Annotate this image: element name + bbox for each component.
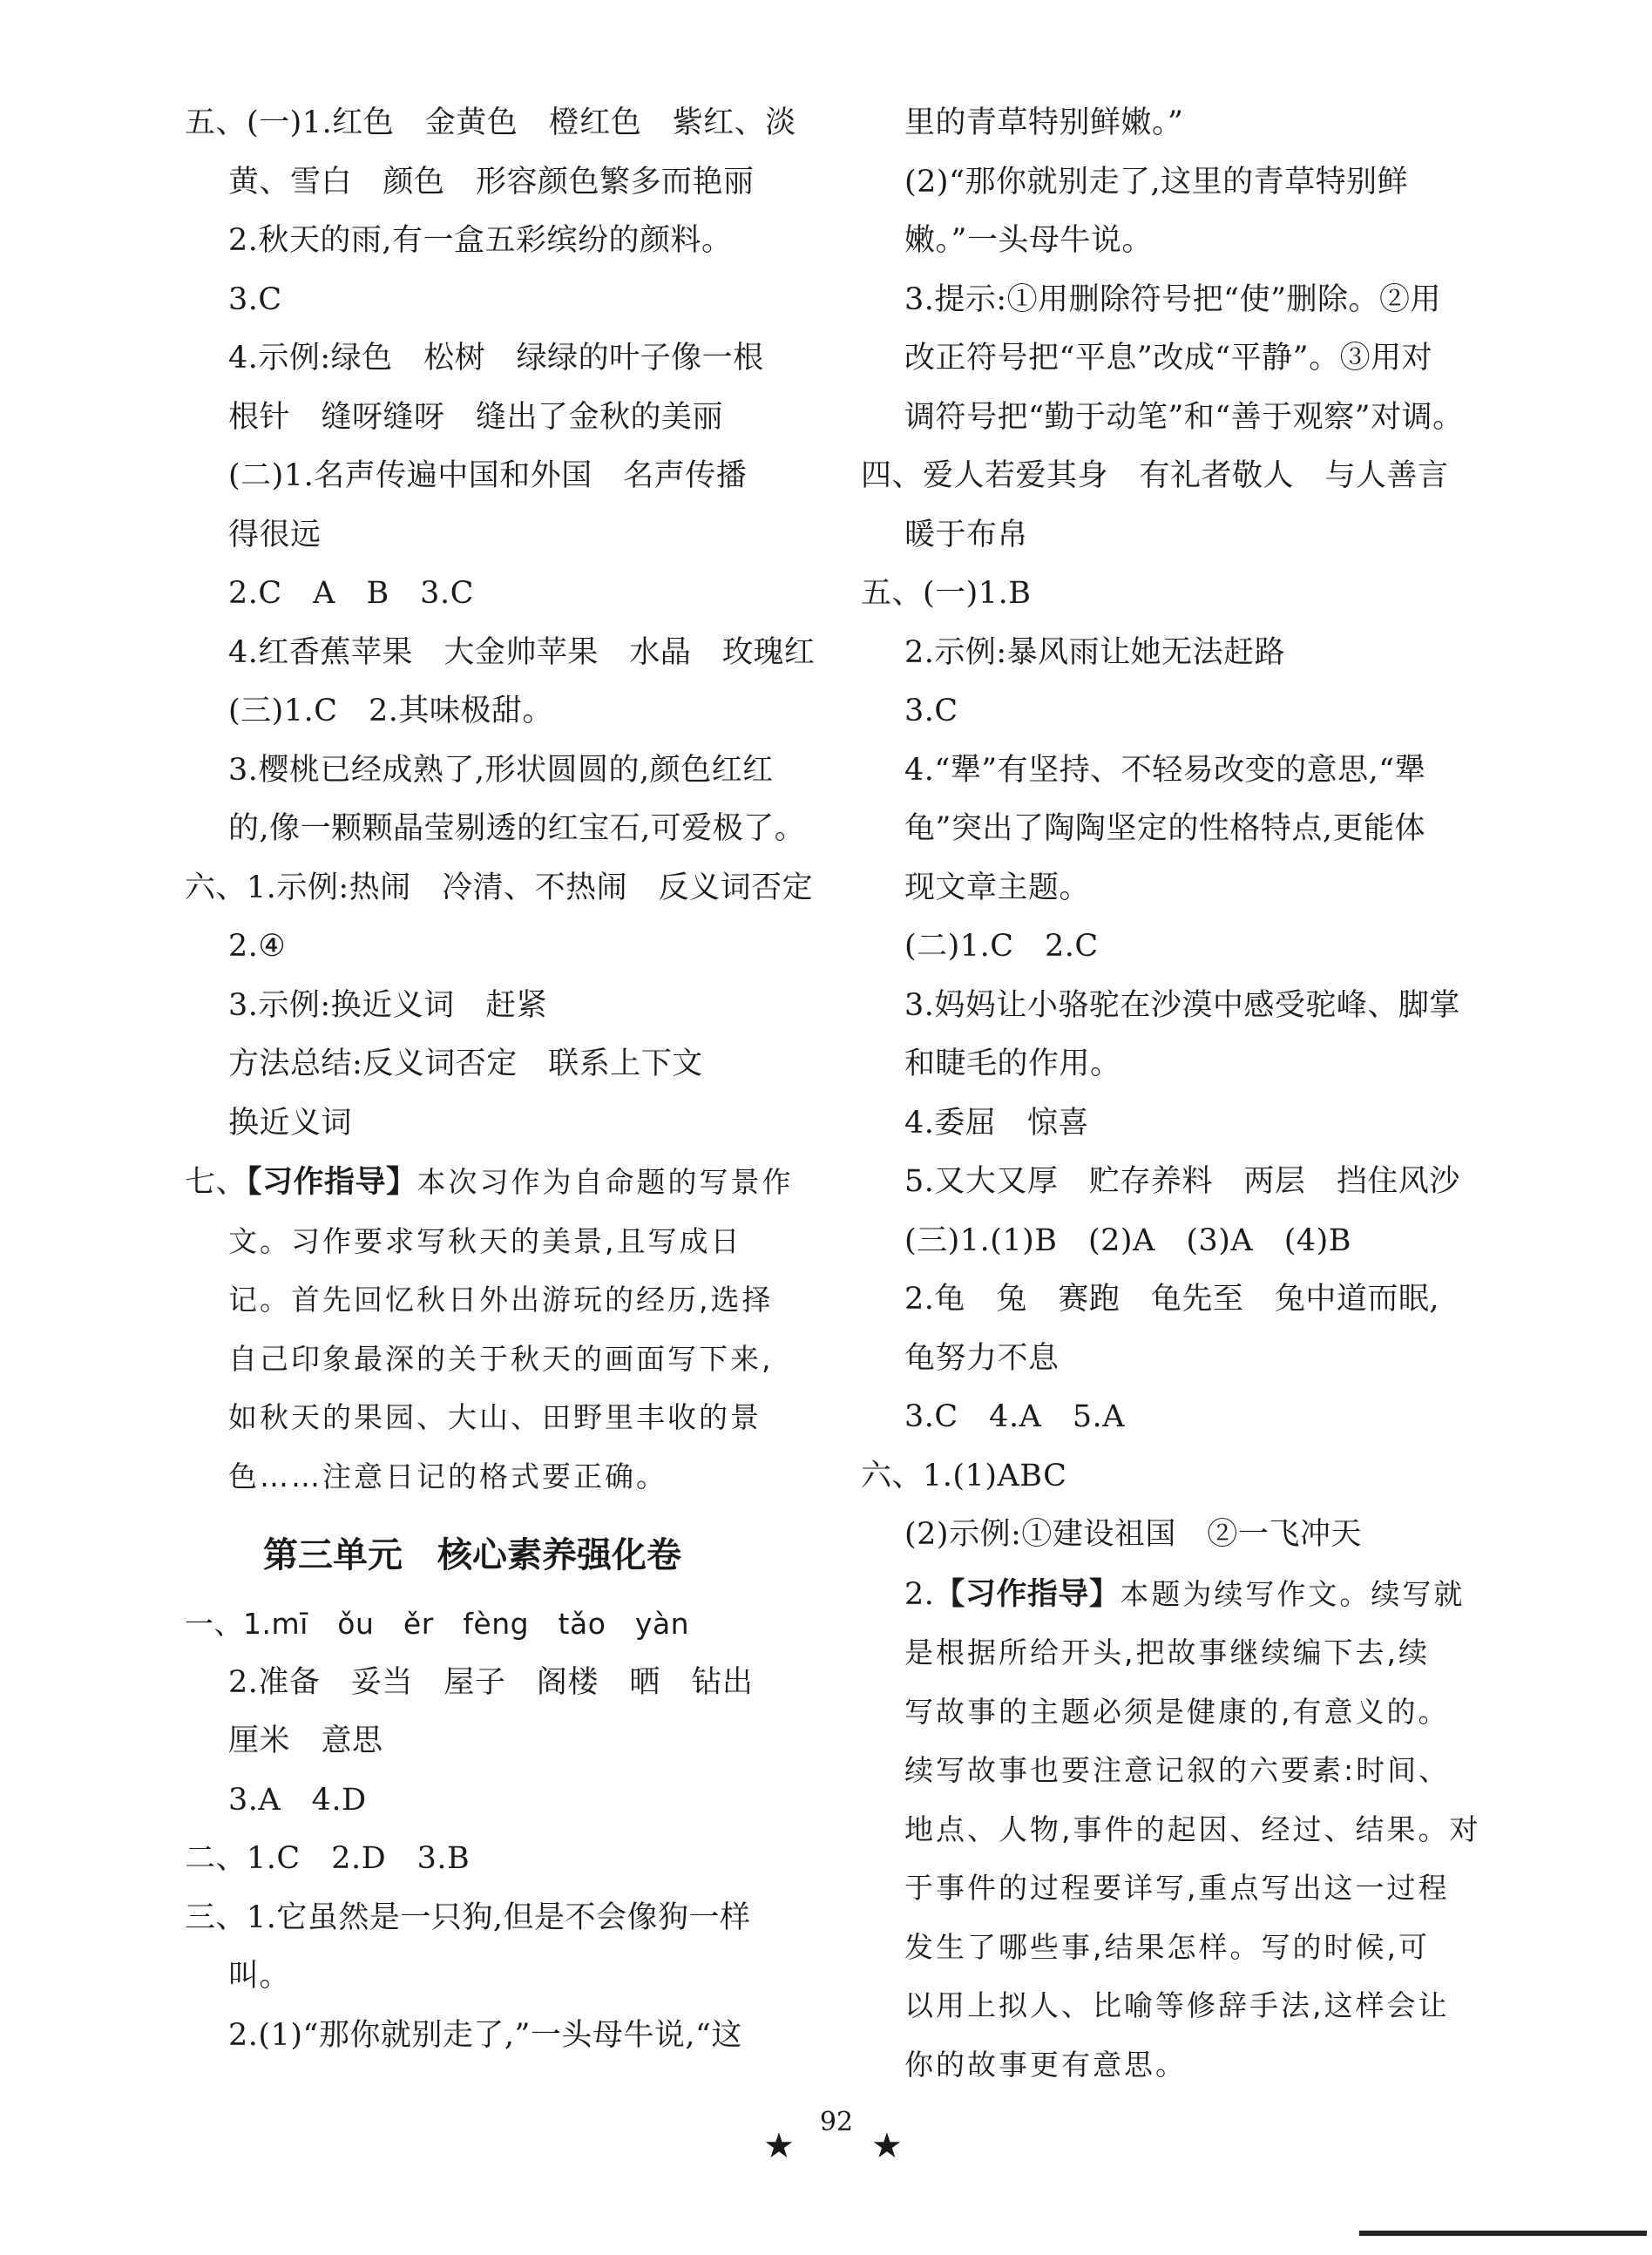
answer-line: 5.又大又厚 贮存养料 两层 挡住风沙 — [904, 1164, 1460, 1199]
answer-line: 2.秋天的雨,有一盒五彩缤纷的颜料。 — [228, 223, 733, 258]
answer-line: (三)1.(1)B (2)A (3)A (4)B — [904, 1222, 1352, 1258]
star-left-icon: ★ — [763, 2126, 795, 2166]
answer-line: 和睫毛的作用。 — [904, 1046, 1121, 1081]
answer-line: 龟努力不息 — [904, 1340, 1060, 1376]
answer-line: 里的青草特别鲜嫩。” — [904, 105, 1184, 140]
answer-line: 2.龟 兔 赛跑 龟先至 兔中道而眠, — [904, 1282, 1440, 1317]
answer-line: 4.委屈 惊喜 — [904, 1105, 1089, 1141]
answer-line: 得很远 — [228, 517, 322, 552]
unit-title: 第三单元 核心素养强化卷 — [263, 1535, 681, 1575]
answer-line: 改正符号把“平息”改成“平静”。③用对 — [904, 341, 1433, 376]
answer-line: 3.C — [904, 694, 958, 728]
writing-guide-text: 如秋天的果园、大山、田野里丰收的景 — [228, 1400, 762, 1434]
writing-guide-text: 是根据所给开头,把故事继续编下去,续 — [904, 1635, 1430, 1669]
answer-line: 根针 缝呀缝呀 缝出了金秋的美丽 — [228, 399, 724, 435]
answer-line: 五、(一)1.B — [861, 576, 1032, 611]
answer-line: (2)示例:①建设祖国 ②一飞冲天 — [904, 1517, 1362, 1552]
answer-line — [861, 1565, 1523, 1624]
answer-line: 3.妈妈让小骆驼在沙漠中感受驼峰、脚掌 — [904, 987, 1460, 1023]
answer-line: 厘米 意思 — [228, 1723, 383, 1758]
writing-guide-text: 续写故事也要注意记叙的六要素:时间、 — [904, 1753, 1451, 1787]
answer-line: (二)1.名声传遍中国和外国 名声传播 — [228, 458, 748, 493]
writing-guide-text: 地点、人物,事件的起因、经过、结果。对 — [904, 1811, 1481, 1846]
answer-line: 三、1.它虽然是一只狗,但是不会像狗一样 — [185, 1899, 751, 1935]
left-column — [185, 94, 838, 2065]
answer-line: 嫩。”一头母牛说。 — [904, 223, 1153, 258]
answer-line: 的,像一颗颗晶莹剔透的红宝石,可爱极了。 — [228, 811, 806, 846]
answer-line — [185, 1595, 838, 1654]
answer-line: 六、1.(1)ABC — [861, 1458, 1067, 1493]
page-number: 92 — [819, 2107, 854, 2137]
answer-line: (二)1.C 2.C — [904, 929, 1099, 964]
writing-guide-text: 发生了哪些事,结果怎样。写的时候,可 — [904, 1929, 1430, 1964]
answer-line: 3.C 4.A 5.A — [904, 1399, 1126, 1434]
answer-line: 3.提示:①用删除符号把“使”删除。②用 — [904, 281, 1441, 317]
answer-line: 2.④ — [228, 929, 287, 964]
answer-line: 暖于布帛 — [904, 517, 1029, 552]
question-number: 2. — [904, 1576, 935, 1612]
answer-line: 2.(1)“那你就别走了,”一头母牛说,“这 — [228, 2017, 742, 2053]
answer-line: 黄、雪白 颜色 形容颜色繁多而艳丽 — [228, 164, 755, 200]
answer-line: 4.示例:绿色 松树 绿绿的叶子像一根 — [228, 341, 764, 376]
answer-line: 2.C A B 3.C — [228, 576, 474, 611]
question-number: 七、 — [185, 1165, 247, 1200]
answer-line: 四、爱人若爱其身 有礼者敬人 与人善言 — [861, 458, 1449, 493]
right-column — [861, 94, 1523, 2094]
writing-guide-text: 文。习作要求写秋天的美景,且写成日 — [228, 1223, 742, 1258]
bottom-rule — [1359, 2231, 1647, 2236]
answer-line: (2)“那你就别走了,这里的青草特别鲜 — [904, 164, 1409, 200]
answer-line: 2.示例:暴风雨让她无法赶路 — [904, 634, 1286, 670]
writing-guide-label: 【习作指导】 — [247, 1164, 417, 1200]
answer-line: 4.“犟”有坚持、不轻易改变的意思,“犟 — [904, 752, 1426, 788]
pinyin-answer: 一、1.mī ǒu ěr fèng tǎo yàn — [185, 1607, 690, 1641]
page-footer — [758, 2107, 915, 2166]
answer-line: 二、1.C 2.D 3.B — [185, 1841, 471, 1876]
writing-guide-text: 以用上拟人、比喻等修辞手法,这样会让 — [904, 1988, 1450, 2022]
answer-line: 3.A 4.D — [228, 1782, 367, 1818]
writing-guide-text: 你的故事更有意思。 — [904, 2047, 1187, 2082]
answer-line: 龟”突出了陶陶坚定的性格特点,更能体 — [904, 811, 1426, 846]
writing-guide-label: 【习作指导】 — [934, 1575, 1121, 1612]
writing-guide-text: 本题为续写作文。续写就 — [1120, 1576, 1466, 1611]
writing-guide-text: 本次习作为自命题的写景作 — [416, 1165, 794, 1199]
answer-line: 现文章主题。 — [904, 870, 1091, 905]
answer-line: 叫。 — [228, 1959, 291, 1994]
writing-guide-text: 色……注意日记的格式要正确。 — [228, 1459, 667, 1493]
writing-guide-text: 记。首先回忆秋日外出游玩的经历,选择 — [228, 1283, 774, 1317]
answer-line: 换近义词 — [228, 1105, 353, 1141]
writing-guide-text: 自己印象最深的关于秋天的画面写下来, — [228, 1341, 774, 1376]
writing-guide-text: 写故事的主题必须是健康的,有意义的。 — [904, 1694, 1450, 1729]
answer-line: 调符号把“勤于动笔”和“善于观察”对调。 — [904, 399, 1464, 435]
answer-line: 3.樱桃已经成熟了,形状圆圆的,颜色红红 — [228, 752, 774, 788]
answer-line: 五、(一)1.红色 金黄色 橙红色 紫红、淡 — [185, 105, 796, 140]
star-right-icon: ★ — [871, 2126, 903, 2166]
answer-line: 3.C — [228, 281, 282, 317]
answer-line: 2.准备 妥当 屋子 阁楼 晒 钻出 — [228, 1664, 754, 1700]
writing-guide-text: 于事件的过程要详写,重点写出这一过程 — [904, 1871, 1450, 1905]
answer-line: (三)1.C 2.其味极甜。 — [228, 694, 553, 728]
answer-line — [185, 1153, 838, 1212]
answer-line: 3.示例:换近义词 赶紧 — [228, 987, 548, 1023]
answer-line: 方法总结:反义词否定 联系上下文 — [228, 1046, 703, 1081]
answer-line: 4.红香蕉苹果 大金帅苹果 水晶 玫瑰红 — [228, 634, 816, 670]
answer-line: 六、1.示例:热闹 冷清、不热闹 反义词否定 — [185, 870, 814, 905]
